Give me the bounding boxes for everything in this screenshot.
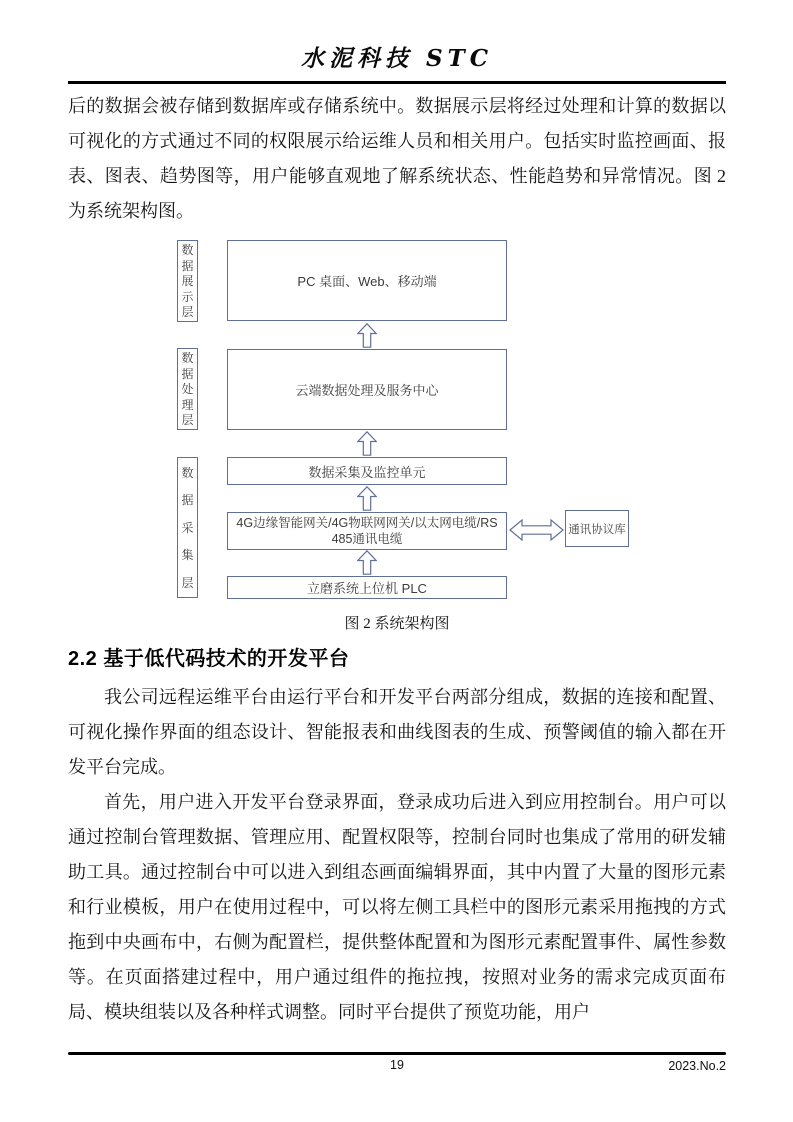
node-plc: 立磨系统上位机 PLC <box>227 576 507 599</box>
issue-number: 2023.No.2 <box>668 1059 726 1073</box>
layer-label-data-acquisition: 数据采集层 <box>177 457 198 598</box>
paragraph-1: 后的数据会被存储到数据库或存储系统中。数据展示层将经过处理和计算的数据以可视化的方式通过不同的权限展示给运维人员和相关用户。包括实时监控画面、报表、图表、趋势图等，用户能够直观地了解系统状态、性能趋势和异常情况。图 2 为系统架构图。 <box>68 96 726 221</box>
node-display-terminals: PC 桌面、Web、移动端 <box>227 240 507 321</box>
paragraph-3: 首先，用户进入开发平台登录界面，登录成功后进入到应用控制台。用户可以通过控制台管理数据、管理应用、配置权限等，控制台同时也集成了常用的研发辅助工具。通过控制台中可以进入到组态画面编辑界面，其中内置了大量的图形元素和行业模板，用户在使用过程中，可以将左侧工具栏中的图形元素采用拖拽的方式拖到中央画布中，右侧为配置栏，提供整体配置和为图形元素配置事件、属性参数等。在页面搭建过程中，用户通过组件的拖拉拽，按照对业务的需求完成页面布局、模块组装以及各种样式调整。同时平台提供了预览功能，用户 <box>68 792 726 1022</box>
footer-rule <box>68 1052 726 1055</box>
node-gateway: 4G边缘智能网关/4G物联网网关/以太网电缆/RS485通讯电缆 <box>227 512 507 550</box>
header-rule <box>68 81 726 84</box>
paragraph-2: 我公司远程运维平台由运行平台和开发平台两部分组成，数据的连接和配置、可视化操作界面的组态设计、智能报表和曲线图表的生成、预警阈值的输入都在开发平台完成。 <box>68 687 726 777</box>
up-arrow-icon <box>357 550 377 575</box>
up-arrow-icon <box>357 486 377 511</box>
double-arrow-icon <box>509 517 564 543</box>
journal-title: 水泥科技 STC <box>300 45 494 72</box>
system-architecture-diagram <box>68 240 726 600</box>
up-arrow-icon <box>357 323 377 348</box>
layer-label-data-display: 数据展示层 <box>177 240 198 322</box>
layer-label-data-processing: 数据处理层 <box>177 348 198 430</box>
page-number: 19 <box>390 1058 404 1072</box>
page-footer <box>68 1052 726 1076</box>
section-heading-2-2: 2.2 基于低代码技术的开发平台 <box>68 648 350 670</box>
figure-caption: 图 2 系统架构图 <box>344 616 450 632</box>
up-arrow-icon <box>357 431 377 456</box>
node-protocol-library: 通讯协议库 <box>565 510 629 547</box>
node-scada-unit: 数据采集及监控单元 <box>227 457 507 485</box>
node-cloud-center: 云端数据处理及服务中心 <box>227 349 507 430</box>
footer-row <box>68 1058 726 1076</box>
page-content <box>68 0 726 1030</box>
